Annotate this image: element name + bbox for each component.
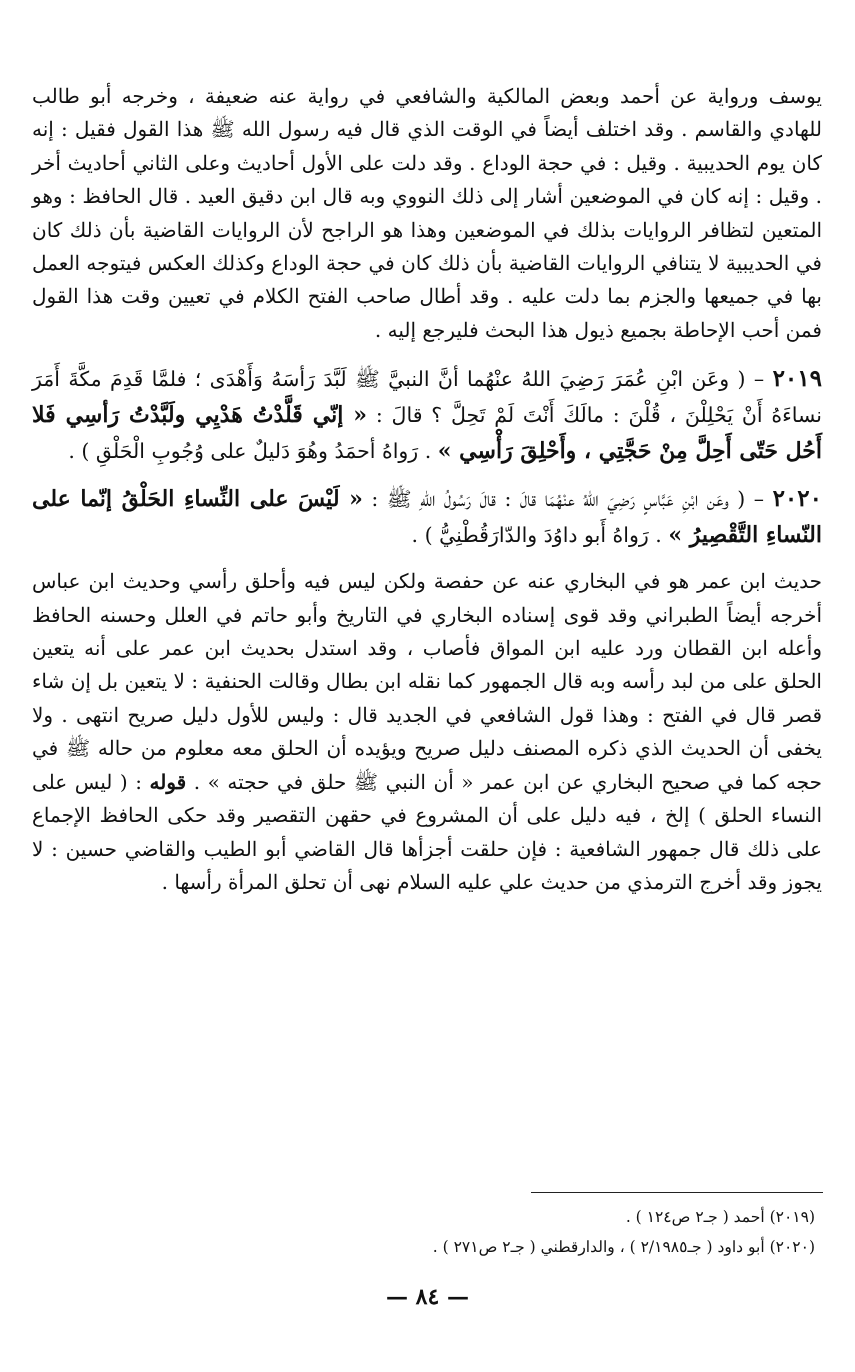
page-number: — ٨٤ — <box>386 1284 469 1310</box>
hadith-number: ٢٠١٩ <box>772 365 822 393</box>
footnotes <box>115 1202 815 1262</box>
hadith-source: . رَواهُ أَبو داوُدَ والدّارَقُطْنِيُّ ) . <box>411 523 662 548</box>
commentary-paragraph <box>32 565 822 899</box>
footnote-2019: (٢٠١٩) أحمد ( جـ٢ ص١٢٤ ) . <box>625 1208 815 1226</box>
commentary-keyword: قوله <box>149 769 187 794</box>
commentary-text: حديث ابن عمر هو في البخاري عنه عن حفصة ولكن ليس فيه وأحلق رأسي وحديث ابن عباس أخرجه أيضاً الطبراني وقد قوى إسناده البخاري في التاريخ وأبو حاتم في العلل وحسنه الحافظ وأعله ابن القطان ورد عليه ابن المواق فأصاب ، وقد استدل بحديث ابن عمر على أنه يتعين الحلق على من لبد رأسه وبه قال الجمهور كما نقله ابن بطال وقالت الحنفية : لا يتعين بل إن شاء قصر قال في الفتح : وهذا قول الشافعي في الجديد قال : وليس للأول دليل صريح انتهى . ولا يخفى أن الحديث الذي ذكره المصنف دليل صريح ويؤيده أن الحلق معه معلوم من حاله ﷺ في حجه كما في صحيح البخاري عن ابن عمر « أن النبي ﷺ حلق في حجته » . <box>32 569 823 794</box>
hadith-quote: « إنّي قَلَّدْتُ هَدْيِي ولَبَّدْتُ رَأسِي فَلا أَحُل حَتّى أَحِلَّ مِنْ حَجَّتِي ، وأَحْلِقَ رَأْسِي » <box>32 402 822 465</box>
footnote-divider <box>531 1192 823 1193</box>
footnote-2020: (٢٠٢٠) أبو داود ( جـ٢/١٩٨٥ ) ، والدارقطني ( جـ٢ ص٢٧١ ) . <box>432 1238 815 1256</box>
hadith-quote: « لَيْسَ على النِّساءِ الحَلْقُ إنّما على النّساءِ التَّقْصِيرُ » <box>32 486 822 549</box>
hadith-source: . رَواهُ أحمَدُ وهُوَ دَليلٌ على وُجُوبِ الْحَلْقِ ) . <box>68 439 432 464</box>
hadith-number: ٢٠٢٠ <box>772 485 822 513</box>
hadith-2020 <box>32 481 822 553</box>
hadith-text: – ( وعَن ابْنِ عَبَّاسٍ رَضِيَ اللهُ عنْهُمَا قالَ : قالَ رَسُولُ اللهِ ﷺ : <box>371 487 765 512</box>
page-body <box>32 80 822 899</box>
hadith-2019 <box>32 361 822 469</box>
commentary-text-continued: : ( ليس على النساء الحلق ) إلخ ، فيه دليل على أن المشروع في حقهن التقصير وقد حكى الحافظ الإجماع على ذلك قال جمهور الشافعية : فإن حلقت أجزأها قال القاضي أبو الطيب والقاضي حسين : لا يجوز وقد أخرج الترمذي من حديث علي عليه السلام نهى أن تحلق المرأة رأسها . <box>32 769 822 894</box>
hadith-text: – ( وعَن ابْنِ عُمَرَ رَضِيَ اللهُ عنْهُما أنَّ النبيَّ ﷺ لَبَّدَ رَأسَهُ وَأَهْدَى ؛ فلمَّا قَدِمَ مكَّةَ أَمَرَ نساءَهُ أَنْ يَحْلِلْنَ ، قُلْنَ : مالَكَ أَنْتَ لَمْ تَحِلَّ ؟ قالَ : <box>32 367 822 428</box>
intro-paragraph: يوسف ورواية عن أحمد وبعض المالكية والشافعي في رواية عنه ضعيفة ، وخرجه أبو طالب للهادي والقاسم . وقد اختلف أيضاً في الوقت الذي قال فيه رسول الله ﷺ هذا القول فقيل : إنه كان يوم الحديبية . وقيل : في حجة الوداع . وقد دلت على الأول أحاديث وعلى الثاني أحاديث أخر . وقيل : إنه كان في الموضعين أشار إلى ذلك النووي وبه قال ابن دقيق العيد . قال الحافظ : وهو المتعين لتظافر الروايات بذلك في الموضعين وهذا هو الراجح لأن الروايات القاضية بأن ذلك كان في الحديبية لا يتنافي الروايات القاضية بأن ذلك كان في حجة الوداع وكذلك العكس فيتوجه العمل بها في جميعها والجزم بما دلت عليه . وقد أطال صاحب الفتح الكلام في تعيين وقت هذا القول فمن أحب الإحاطة بجميع ذيول هذا البحث فليرجع إليه . <box>32 84 822 342</box>
